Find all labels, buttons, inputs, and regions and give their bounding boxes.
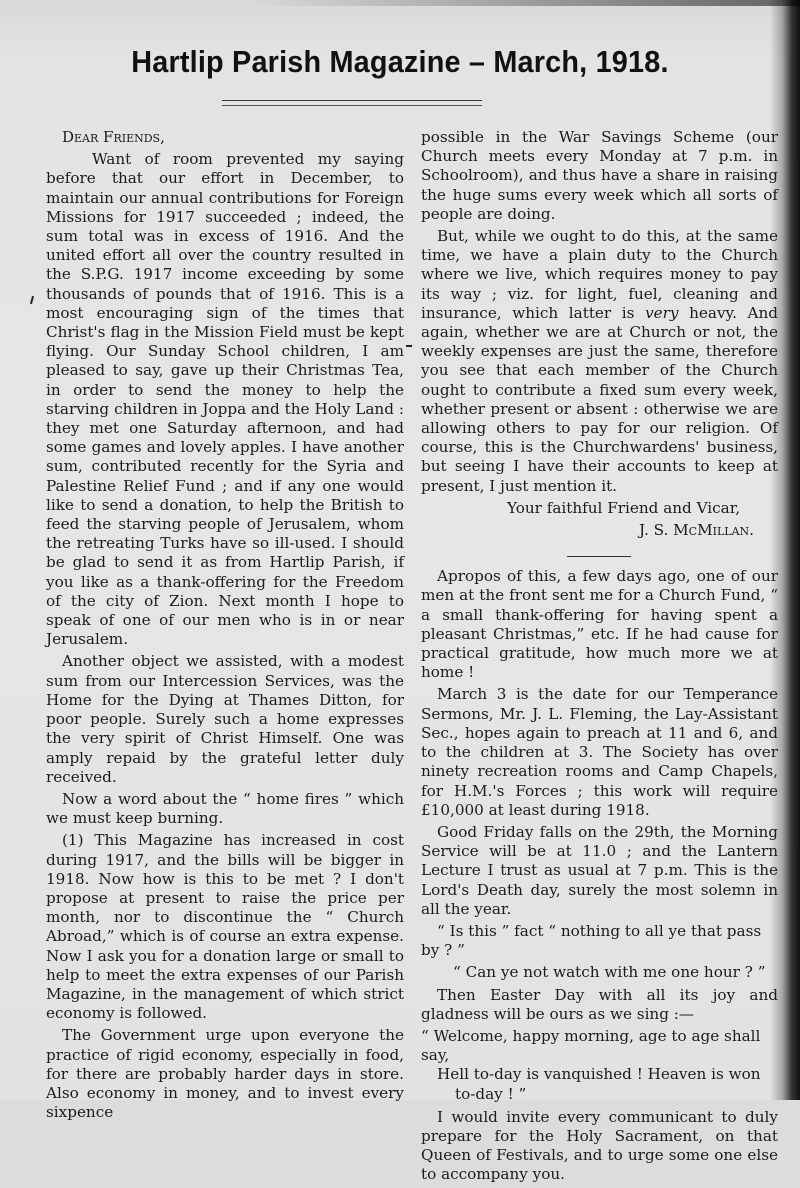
letter-paragraph: The Government urge upon everyone the practice of rigid economy, especially in food, for there are probably harder days in store. Also economy in money, and to invest every sixpence — [46, 1026, 404, 1122]
masthead-title: Hartlip Parish Magazine – March, 1918. — [131, 44, 669, 79]
letter-signature: J. S. McMillan. — [639, 521, 754, 540]
notes-paragraph: March 3 is the date for our Temperance Sermons, Mr. J. L. Fleming, the Lay-Assistant Sec., hopes again to preach at 11 and 6, and to the children at 3. The Society has over ninety recreation rooms and Camp Chapels, for H.M.'s Forces ; this work will require £10,000 at least during 1918. — [421, 685, 778, 819]
text-run: But, while we ought to do this, at the same time, we have a plain duty to the Church where we live, which requires money to pay its way ; viz. for light, fuel, cleaning and insurance, which latter is — [421, 227, 778, 322]
hymn-line: “ Welcome, happy morning, age to age shall say, — [421, 1026, 761, 1065]
hymn-quote — [421, 1027, 778, 1104]
page-edge-shadow — [250, 0, 800, 6]
notes-paragraph: Then Easter Day with all its joy and gladness will be ours as we sing :— — [421, 985, 778, 1023]
letter-paragraph: Another object we assisted, with a modest sum from our Intercession Services, was the Home for the Dying at Thames Ditton, for poor people. Surely such a home expresses the very spirit of Christ Himself. One was amply repaid by the grateful letter duly received. — [46, 652, 404, 786]
emphasis-text: very — [645, 303, 679, 322]
hymn-line: to-day ! ” — [455, 1084, 527, 1103]
margin-dash-mark — [406, 345, 412, 347]
letter-signoff: Your faithful Friend and Vicar, — [507, 498, 741, 517]
letter-paragraph: Now a word about the “ home fires ” which we must keep burning. — [46, 789, 404, 828]
letter-paragraph-continued: possible in the War Savings Scheme (our Church meets every Monday at 7 p.m. in Schoolroom), and thus have a share in raising the huge sums every week which all sorts of people are doing. — [421, 128, 778, 223]
text-run: heavy. And again, whether we are at Church or not, the weekly expenses are just the same, therefore you see that each member of the Church ought to contribute a fixed sum every week, whether present or absent : otherwise we are allowing others to pay for our religion. Of course, this is the Churchwardens' business, but seeing I have their accounts to keep at present, I just mention it. — [421, 303, 779, 495]
letter-salutation: Dear Friends, — [62, 128, 165, 146]
notes-paragraph: Apropos of this, a few days ago, one of our men at the front sent me for a Church Fund, “ a small thank-offering for having spent a pleasant Christmas,” etc. If he had cause for practical gratitude, how much more we at home ! — [421, 567, 778, 682]
section-divider — [567, 556, 631, 557]
letter-paragraph — [421, 227, 778, 496]
notes-paragraph: I would invite every communicant to duly prepare for the Holy Sacrament, on that Queen of Festivals, and to urge some one else to accompany you. — [421, 1107, 778, 1184]
left-column — [46, 128, 404, 1125]
letter-paragraph: (1) This Magazine has increased in cost during 1917, and the bills will be bigger in 1918. Now how is this to be met ? I don't propose at present to raise the price per month, nor to discontinue the “ Church Abroad,” which is of course an extra expense. Now I ask you for a donation large or small to help to meet the extra expenses of our Parish Magazine, in the management of which strict economy is followed. — [46, 831, 404, 1023]
hymn-line: Hell to-day is vanquished ! Heaven is won — [437, 1065, 761, 1084]
letter-paragraph: Want of room prevented my saying before that our effort in December, to maintain our annual contributions for Foreign Missions for 1917 succeeded ; indeed, the sum total was in excess of 1916. And the united effort all over the country resulted in the S.P.G. 1917 income exceeding by some thousands of pounds that of 1916. This is a most encouraging sign of the times that Christ's flag in the Mission Field must be kept flying. Our Sunday School children, I am pleased to say, gave up their Christmas Tea, in order to send the money to help the starving children in Joppa and the Holy Land : they met one Saturday afternoon, and had some games and lovely apples. I have another sum, contributed recently for the Syria and Palestine Relief Fund ; and if any one would like to send a donation, to help the British to feed the starving people of Jerusalem, whom the retreating Turks have so ill-used. I should be glad to send it as from Hartlip Parish, if you like as a thank-offering for the Freedom of the city of Zion. Next month I hope to speak of one of our men who is in or near Jerusalem. — [46, 150, 404, 649]
margin-pencil-mark — [30, 296, 34, 304]
masthead-double-rule — [222, 100, 482, 106]
scripture-quote: “ Can ye not watch with me one hour ? ” — [453, 963, 766, 982]
masthead — [0, 44, 800, 80]
scripture-quote: “ Is this ” fact “ nothing to all ye that pass by ? ” — [421, 921, 762, 960]
notes-paragraph: Good Friday falls on the 29th, the Morning Service will be at 11.0 ; and the Lantern Lecture I trust as usual at 7 p.m. This is the Lord's Death day, surely the most solemn in all the year. — [421, 822, 778, 918]
right-column — [421, 128, 778, 1188]
